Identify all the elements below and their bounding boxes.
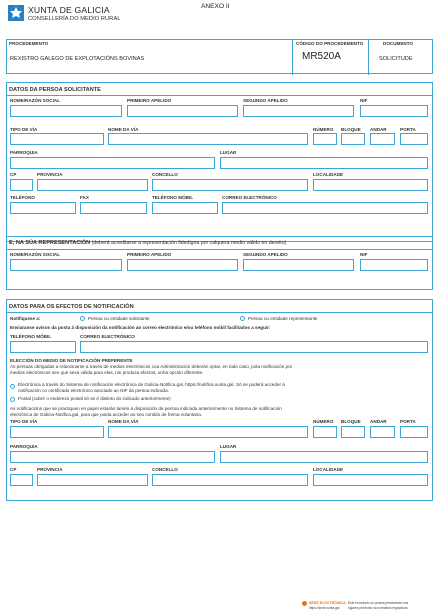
rep-surname2-field[interactable] (243, 259, 354, 271)
procedure-code-label: CÓDIGO DO PROCEDEMENTO (296, 41, 364, 46)
applicant-floor-label: ANDAR (370, 127, 387, 132)
applicant-mobile-label: TELÉFONO MÓBIL (152, 195, 194, 200)
rep-surname1-field[interactable] (127, 259, 238, 271)
applicant-road-type-label: TIPO DE VÍA (10, 127, 38, 132)
notify-parish-field[interactable] (10, 451, 215, 463)
applicant-locality-field[interactable] (313, 179, 428, 191)
org-name: XUNTA DE GALICIA (28, 5, 110, 15)
procedure-divider-2 (368, 40, 369, 75)
document-value: SOLICITUDE (379, 56, 413, 62)
notify-to-label: Notifíquese a: (10, 316, 41, 321)
notice-text: Enviaranse avisos da posta á disposición da notificación ao correo electrónico e/ou teléfono móbil facilitados a seguir: (10, 325, 271, 330)
applicant-phone-label: TELÉFONO (10, 195, 36, 200)
notify-locality-field[interactable] (313, 474, 428, 486)
notify-place-field[interactable] (220, 451, 428, 463)
notify-floor-label: ANDAR (370, 419, 387, 424)
sede-logo-icon (302, 601, 307, 606)
applicant-name-label: NOME/RAZÓN SOCIAL (10, 98, 61, 103)
applicant-place-label: LUGAR (220, 150, 237, 155)
applicant-road-name-label: NOME DA VÍA (108, 127, 139, 132)
representative-title-note: (deberá acreditarse a representación fidedigna por calquera medio válido en dereito) (91, 240, 287, 246)
rep-surname1-label: PRIMEIRO APELIDO (127, 252, 172, 257)
notify-locality-label: LOCALIDADE (313, 467, 344, 472)
applicant-place-field[interactable] (220, 157, 428, 169)
applicant-section-title: DATOS DA PERSOA SOLICITANTE (9, 87, 101, 93)
paper-text-2: electrónica de Galicia-Notifica.gal, para que poida acceder ao seu contido de forma voluntaria. (10, 412, 203, 417)
applicant-mobile-field[interactable] (152, 202, 218, 214)
applicant-parish-field[interactable] (10, 157, 215, 169)
applicant-locality-label: LOCALIDADE (313, 172, 344, 177)
applicant-name-field[interactable] (10, 105, 122, 117)
document-label: DOCUMENTO (383, 41, 414, 46)
procedure-divider-1 (292, 40, 293, 75)
rep-name-field[interactable] (10, 259, 122, 271)
radio-notify-representative-label: Persoa ou entidade representante (248, 316, 318, 321)
applicant-phone-field[interactable] (10, 202, 76, 214)
applicant-council-field[interactable] (152, 179, 308, 191)
applicant-province-field[interactable] (37, 179, 148, 191)
rep-name-label: NOME/RAZÓN SOCIAL (10, 252, 61, 257)
representative-title-rule (6, 249, 433, 250)
footer-line-1: Este formulario só poderá presentarse nos (348, 601, 409, 605)
applicant-cp-field[interactable] (10, 179, 33, 191)
footer-line-3: lugares previstos na normativa reguladora (348, 606, 408, 610)
radio-notify-applicant-label: Persoa ou entidade solicitante (88, 316, 150, 321)
rep-nif-field[interactable] (360, 259, 428, 271)
notify-choice-text-1: As persoas obrigadas a relacionarse a través de medios electrónicos coa Administración deberán optar, en todo caso, pola notificación por (10, 364, 293, 369)
notify-council-label: CONCELLO (152, 467, 178, 472)
applicant-email-field[interactable] (222, 202, 428, 214)
notify-council-field[interactable] (152, 474, 308, 486)
postal-option-text: Postal (cubrir o enderezo postal só se é distinto do indicado anteriormente) (18, 396, 171, 401)
notify-road-type-field[interactable] (10, 426, 104, 438)
radio-postal[interactable] (10, 397, 15, 402)
footer-brand: SEDE ELECTRÓNICA (309, 601, 346, 605)
notify-road-name-label: NOME DA VÍA (108, 419, 139, 424)
applicant-email-label: CORREO ELECTRÓNICO (222, 195, 277, 200)
applicant-nif-field[interactable] (360, 105, 428, 117)
notify-province-label: PROVINCIA (37, 467, 63, 472)
applicant-surname2-label: SEGUNDO APELIDO (243, 98, 288, 103)
notify-mobile-label: TELÉFONO MÓBIL (10, 334, 52, 339)
applicant-surname1-field[interactable] (127, 105, 238, 117)
notify-choice-title: ELECCIÓN DO MEDIO DE NOTIFICACIÓN PREFERENTE (10, 358, 133, 363)
applicant-surname2-field[interactable] (243, 105, 354, 117)
notify-road-type-label: TIPO DE VÍA (10, 419, 38, 424)
notify-email-label: CORREO ELECTRÓNICO (80, 334, 135, 339)
notify-door-label: PORTA (400, 419, 416, 424)
notify-parish-label: PARROQUIA (10, 444, 38, 449)
annex-label: ANEXO II (201, 3, 230, 10)
electronic-option-text-2: notificación co certificado electrónico asociado ao NIF da persoa indicada. (18, 388, 169, 393)
notify-province-field[interactable] (37, 474, 148, 486)
notify-block-label: BLOQUE (341, 419, 361, 424)
notify-cp-field[interactable] (10, 474, 33, 486)
procedure-value: REXISTRO GALEGO DE EXPLOTACIÓNS BOVINAS (10, 56, 145, 62)
rep-nif-label: NIF (360, 252, 368, 257)
applicant-number-label: NÚMERO (313, 127, 334, 132)
applicant-floor-field[interactable] (370, 133, 395, 145)
applicant-fax-field[interactable] (80, 202, 147, 214)
notify-floor-field[interactable] (370, 426, 395, 438)
rep-surname2-label: SEGUNDO APELIDO (243, 252, 288, 257)
notify-block-field[interactable] (341, 426, 365, 438)
applicant-title-rule (6, 95, 433, 96)
applicant-door-label: PORTA (400, 127, 416, 132)
notify-road-name-field[interactable] (108, 426, 308, 438)
radio-notify-applicant[interactable] (80, 316, 85, 321)
applicant-block-field[interactable] (341, 133, 365, 145)
applicant-council-label: CONCELLO (152, 172, 178, 177)
applicant-province-label: PROVINCIA (37, 172, 63, 177)
notify-place-label: LUGAR (220, 444, 237, 449)
applicant-surname1-label: PRIMEIRO APELIDO (127, 98, 172, 103)
applicant-door-field[interactable] (400, 133, 428, 145)
radio-electronic[interactable] (10, 384, 15, 389)
representative-title-bold: E, NA SÚA REPRESENTACIÓN (9, 240, 91, 246)
procedure-code-value: MR520A (302, 51, 341, 62)
applicant-parish-label: PARROQUIA (10, 150, 38, 155)
xunta-logo-icon (8, 5, 24, 21)
procedure-label: PROCEDEMENTO (9, 41, 49, 46)
representative-section-title (9, 240, 286, 246)
notify-number-field[interactable] (313, 426, 337, 438)
radio-notify-representative[interactable] (240, 316, 245, 321)
footer-url: https://sede.xunta.gal (309, 606, 340, 610)
applicant-road-name-field[interactable] (108, 133, 308, 145)
electronic-option-text-1: Electrónica a través do Sistema de notificación electrónica de Galicia-Notifica.gal, https://notifica.xunta.gal. Só se poderá acceder á (18, 382, 285, 387)
applicant-nif-label: NIF (360, 98, 368, 103)
notification-section-title: DATOS PARA OS EFECTOS DE NOTIFICACIÓN (9, 304, 134, 310)
notify-email-field[interactable] (80, 341, 428, 353)
dept-name: CONSELLERÍA DO MEDIO RURAL (28, 16, 121, 22)
applicant-road-type-field[interactable] (10, 133, 104, 145)
notify-mobile-field[interactable] (10, 341, 76, 353)
notify-choice-text-2: medios electrónicos sen que sexa válida para elas, nin produza efectos, unha opción diferente. (10, 370, 204, 375)
applicant-number-field[interactable] (313, 133, 337, 145)
notify-cp-label: CP (10, 467, 17, 472)
applicant-fax-label: FAX (80, 195, 89, 200)
notify-number-label: NÚMERO (313, 419, 334, 424)
notification-title-rule (6, 312, 433, 313)
paper-text-1: As notificacións que se practiquen en papel estarán tamén á disposición da persoa indicada anteriormente no Sistema de notificación (10, 406, 282, 411)
applicant-block-label: BLOQUE (341, 127, 361, 132)
notify-door-field[interactable] (400, 426, 428, 438)
applicant-cp-label: CP (10, 172, 17, 177)
